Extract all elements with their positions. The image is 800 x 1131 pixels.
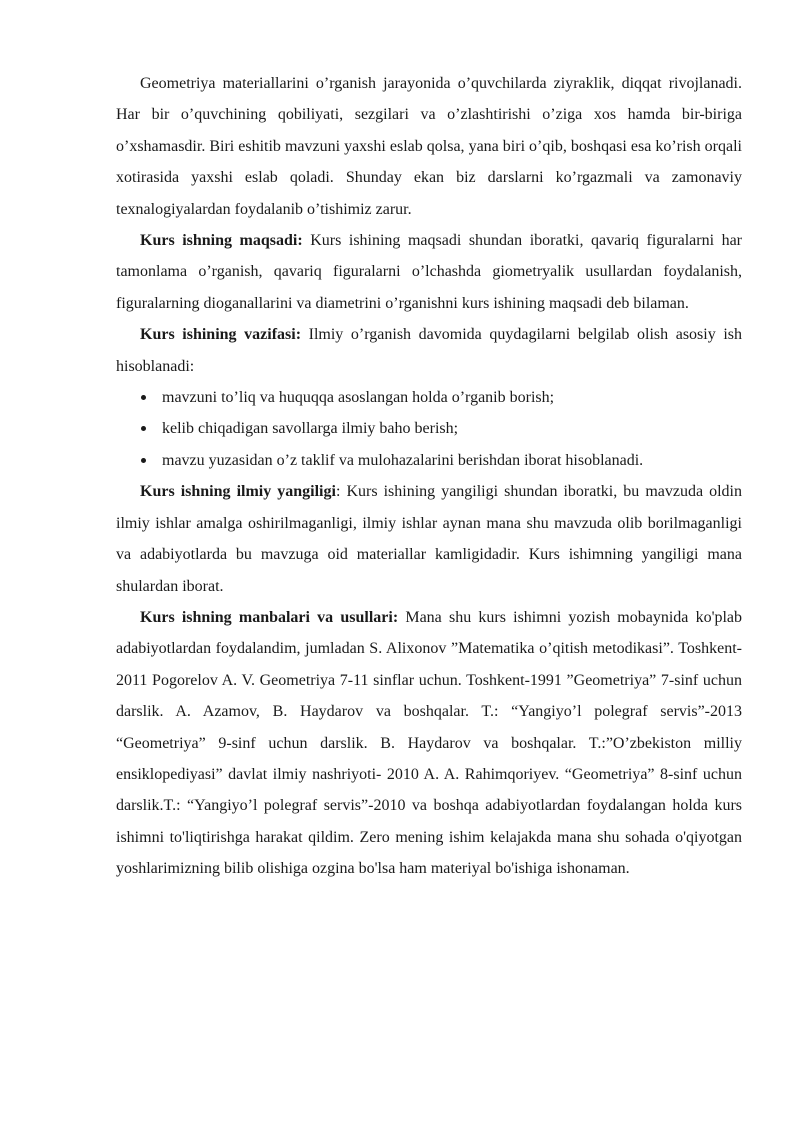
document-page — [116, 68, 742, 885]
task-text: Ilmiy o’rganish davomida quydagilarni belgilab olish asosiy ish hisoblanadi: — [116, 326, 742, 375]
list-item: kelib chiqadigan savollarga ilmiy baho berish; — [116, 413, 742, 444]
novelty-heading: Kurs ishning ilmiy yangiligi — [140, 483, 336, 501]
goal-text: Kurs ishining maqsadi shundan iboratki, qavariq figuralarni har tamonlama o’rganish, qavariq figuralarni o’lchashda giometryalik usullardan foydalanish, figuralarning dioganallarini va diametrini o’rganishni kurs ishining maqsadi deb bilaman. — [116, 232, 743, 312]
goal-heading: Kurs ishning maqsadi: — [140, 232, 303, 250]
novelty-paragraph — [116, 476, 742, 602]
sources-paragraph — [116, 602, 742, 885]
intro-paragraph: Geometriya materiallarini o’rganish jarayonida o’quvchilarda ziyraklik, diqqat rivojlanadi. Har bir o’quvchining qobiliyati, sezgilari va o’zlashtirishi o’ziga xos hamda bir-biriga o’xshamasdir. Biri eshitib mavzuni yaxshi eslab qolsa, yana biri o’qib, boshqasi esa ko’rish orqali xotirasida yaxshi eslab qoladi. Shunday ekan biz darslarni ko’rgazmali va zamonaviy texnalogiyalardan foydalanib o’tishimiz zarur. — [116, 75, 742, 218]
task-paragraph — [116, 319, 742, 382]
list-item: mavzu yuzasidan o’z taklif va mulohazalarini berishdan iborat hisoblanadi. — [116, 445, 742, 476]
sources-heading: Kurs ishning manbalari va usullari: — [140, 608, 399, 626]
novelty-text: : Kurs ishining yangiligi shundan iboratki, bu mavzuda oldin ilmiy ishlar amalga oshirilmaganligi, ilmiy ishlar aynan mana shu mavzuda olib borilmaganligi va adabiyotlarda bu mavzuga oid materiallar kamligidadir. Kurs ishimning yangiligi mana shulardan iborat. — [116, 483, 743, 595]
task-heading: Kurs ishining vazifasi: — [140, 326, 302, 344]
task-list — [116, 382, 742, 476]
list-item: mavzuni to’liq va huquqqa asoslangan holda o’rganib borish; — [116, 382, 742, 413]
sources-text: Mana shu kurs ishimni yozish mobaynida ko'plab adabiyotlardan foydalandim, jumladan S. Alixonov ”Matematika o’qitish metodikasi”. Toshkent-2011 Pogorelov A. V. Geometriya 7-11 sinflar uchun. Toshkent-1991 ”Geometriya” 7-sinf uchun darslik. A. Azamov, B. Haydarov va boshqalar. T.: “Yangiyo’l polegraf servis”-2013 “Geometriya” 9-sinf uchun darslik. B. Haydarov va boshqalar. T.:”O’zbekiston milliy ensiklopediyasi” davlat ilmiy nashriyoti- 2010 A. A. Rahimqoriyev. “Geometriya” 8-sinf uchun darslik.T.: “Yangiyo’l polegraf servis”-2010 va boshqa adabiyotlardan foydalangan holda kurs ishimni to'liqtirishga harakat qildim. Zero mening ishim kelajakda mana shu sohada o'qiyotgan yoshlarimizning bilib olishiga ozgina bo'lsa ham materiyal bo'ishiga ishonaman. — [116, 608, 743, 878]
goal-paragraph — [116, 225, 742, 319]
